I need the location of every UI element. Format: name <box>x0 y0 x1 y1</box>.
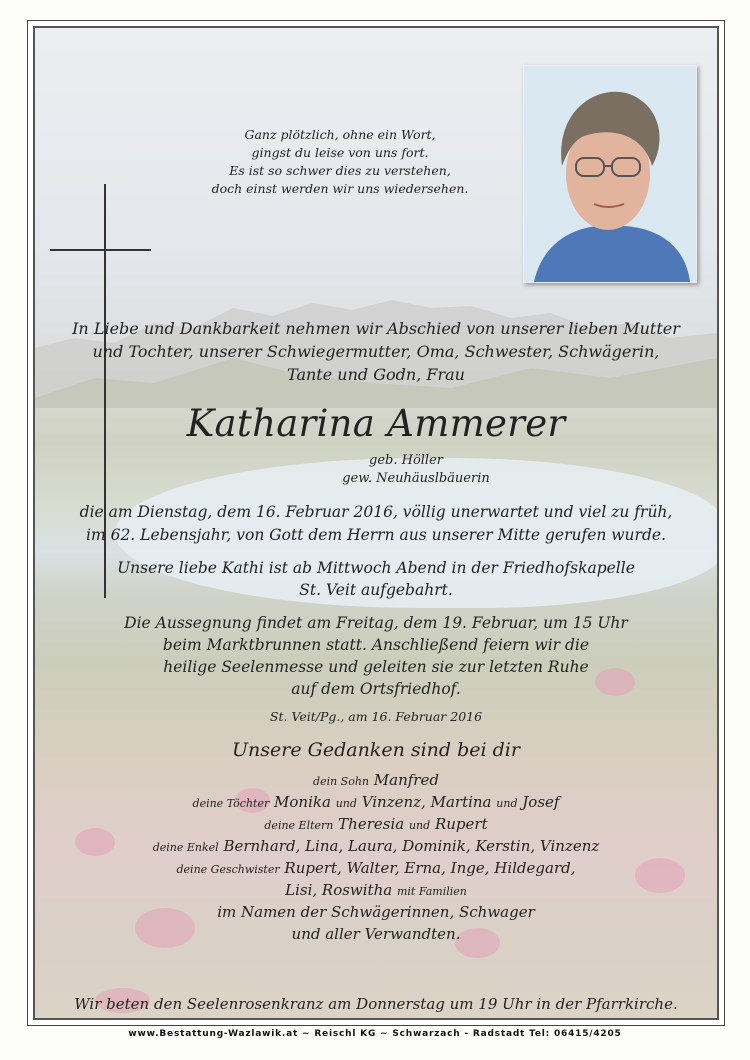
mourners-grandchildren <box>35 835 717 859</box>
mourners-siblings <box>35 857 717 881</box>
poem-line: Es ist so schwer dies zu verstehen, <box>229 163 451 178</box>
and-label: und <box>496 797 518 810</box>
spouse-name: Vinzenz, Martina <box>361 793 492 811</box>
viewing-line: St. Veit aufgebahrt. <box>299 581 453 599</box>
intro-line: In Liebe und Dankbarkeit nehmen wir Abschied von unserer lieben Mutter <box>72 319 680 338</box>
siblings-names: Rupert, Walter, Erna, Inge, Hildegard, <box>284 859 576 877</box>
service-line: heilige Seelenmesse und geleiten sie zur letzten Ruhe <box>163 658 589 676</box>
death-notice-line: die am Dienstag, dem 16. Februar 2016, völlig unerwartet und viel zu früh, <box>79 503 673 521</box>
daughter-name: Monika <box>274 793 331 811</box>
portrait-photo <box>523 65 697 283</box>
birth-name: geb. Höller <box>369 453 443 468</box>
siblings-label: deine Geschwister <box>176 863 280 876</box>
service-line: Die Aussegnung findet am Freitag, dem 19. Februar, um 15 Uhr <box>124 614 628 632</box>
mourners-son <box>35 769 717 793</box>
parents-label: deine Eltern <box>264 819 334 832</box>
father-name: Rupert <box>434 815 488 833</box>
daughters-label: deine Töchter <box>192 797 270 810</box>
son-label: dein Sohn <box>313 775 370 788</box>
grandchildren-label: deine Enkel <box>152 841 219 854</box>
poem-line: gingst du leise von uns fort. <box>251 145 429 160</box>
poem-line: doch einst werden wir uns wiedersehen. <box>211 181 469 196</box>
son-name: Manfred <box>373 771 439 789</box>
deceased-name: Katharina Ammerer <box>186 402 566 445</box>
rosary-notice: Wir beten den Seelenrosenkranz am Donnerstag um 19 Uhr in der Pfarrkirche. <box>74 995 678 1013</box>
parte-frame <box>27 20 725 1026</box>
mourners-daughters <box>35 791 717 815</box>
service-line: beim Marktbrunnen statt. Anschließend feiern wir die <box>162 636 590 654</box>
place-date: St. Veit/Pg., am 16. Februar 2016 <box>269 709 483 724</box>
and-label: und <box>408 819 431 832</box>
poem-line: Ganz plötzlich, ohne ein Wort, <box>244 127 436 142</box>
funeral-home-footer: www.Bestattung-Wazlawik.at ~ Reischl KG ~ Schwarzach - Radstadt Tel: 06415/4205 <box>128 1029 622 1039</box>
mother-name: Theresia <box>338 815 405 833</box>
families-label: mit Familien <box>396 885 467 898</box>
intro-line: Tante und Godn, Frau <box>287 365 465 384</box>
grandchildren-names: Bernhard, Lina, Laura, Dominik, Kerstin, Vinzenz <box>223 837 600 855</box>
service-line: auf dem Ortsfriedhof. <box>291 680 461 698</box>
siblings-names: Lisi, Roswitha <box>285 881 393 899</box>
intro-line: und Tochter, unserer Schwiegermutter, Oma, Schwester, Schwägerin, <box>92 342 660 361</box>
background-landscape <box>33 26 719 1020</box>
mourners-siblings-cont <box>35 879 717 903</box>
mourners-relatives: und aller Verwandten. <box>291 925 461 943</box>
and-label: und <box>335 797 357 810</box>
mourners-heading: Unsere Gedanken sind bei dir <box>232 739 520 761</box>
spouse-name: Josef <box>522 793 560 811</box>
death-notice-line: im 62. Lebensjahr, von Gott dem Herrn aus unserer Mitte gerufen wurde. <box>86 526 666 544</box>
deceased-title: gew. Neuhäuslbäuerin <box>342 471 490 486</box>
cross-horizontal <box>50 249 151 251</box>
mourners-parents <box>35 813 717 837</box>
mourners-inlaws: im Namen der Schwägerinnen, Schwager <box>217 903 535 921</box>
viewing-line: Unsere liebe Kathi ist ab Mittwoch Abend in der Friedhofskapelle <box>117 559 635 577</box>
